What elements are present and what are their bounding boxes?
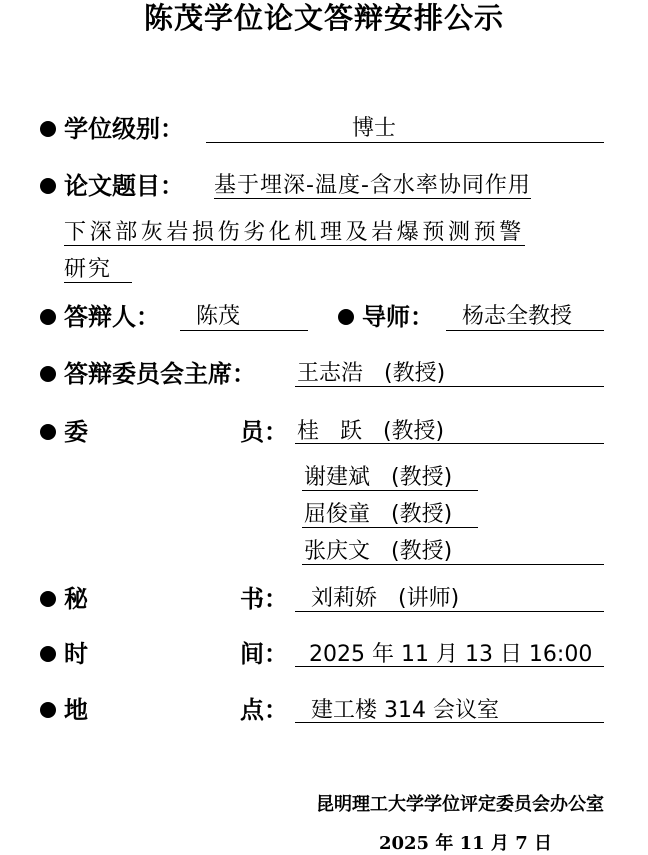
secretary-value: 刘莉娇 (讲师) [311, 586, 460, 611]
time-value: 2025 年 11 月 13 日 16:00 [309, 642, 593, 667]
secretary-label-b: 书： [240, 584, 288, 613]
thesis-title-text-1: 基于埋深-温度-含水率协同作用 [214, 173, 531, 198]
thesis-title-text-2: 下深部灰岩损伤劣化机理及岩爆预测预警 [64, 220, 525, 245]
issue-date: 2025 年 11 月 7 日 [378, 833, 552, 854]
bullet-icon [338, 309, 354, 325]
advisor-value: 杨志全教授 [462, 304, 573, 329]
member-1-underline [295, 443, 604, 444]
bullet-icon [40, 121, 56, 137]
defender-underline [180, 330, 308, 331]
chair-underline [295, 386, 604, 387]
member-3-underline [302, 527, 478, 528]
member-4-underline [302, 564, 604, 565]
chair-label: 答辩委员会主席： [64, 359, 256, 388]
defender-value: 陈茂 [196, 304, 241, 329]
secretary-underline [295, 611, 604, 612]
thesis-title-line-1 [214, 172, 531, 200]
defender-label: 答辩人： [64, 302, 160, 331]
member-4: 张庆文 (教授) [304, 539, 453, 564]
issuing-office: 昆明理工大学学位评定委员会办公室 [316, 794, 604, 815]
thesis-label: 论文题目： [64, 171, 184, 200]
time-label-a: 时 [64, 639, 88, 668]
member-2: 谢建斌 (教授) [304, 465, 453, 490]
place-value: 建工楼 314 会议室 [311, 698, 499, 723]
bullet-icon [40, 646, 56, 662]
thesis-title-line-2 [64, 219, 525, 247]
member-2-underline [302, 490, 478, 491]
bullet-icon [40, 309, 56, 325]
advisor-underline [446, 330, 604, 331]
place-underline [295, 722, 604, 723]
member-1: 桂 跃 (教授) [297, 419, 445, 444]
members-label-b: 员： [240, 417, 288, 446]
chair-value: 王志浩 (教授) [297, 361, 446, 386]
degree-value: 博士 [352, 116, 397, 141]
bullet-icon [40, 702, 56, 718]
bullet-icon [40, 366, 56, 382]
degree-label: 学位级别： [64, 114, 184, 143]
thesis-title-line-3 [64, 256, 132, 284]
bullet-icon [40, 424, 56, 440]
place-label-b: 点： [240, 695, 288, 724]
members-label-a: 委 [64, 417, 88, 446]
page-title: 陈茂学位论文答辩安排公示 [143, 1, 504, 35]
member-3: 屈俊童 (教授) [304, 502, 453, 527]
time-underline [295, 666, 604, 667]
place-label-a: 地 [64, 695, 88, 724]
thesis-title-text-3: 研究 [64, 257, 132, 283]
secretary-label-a: 秘 [64, 584, 88, 613]
advisor-label: 导师： [362, 302, 434, 331]
time-label-b: 间： [240, 639, 288, 668]
bullet-icon [40, 591, 56, 607]
degree-underline [206, 142, 604, 143]
bullet-icon [40, 178, 56, 194]
